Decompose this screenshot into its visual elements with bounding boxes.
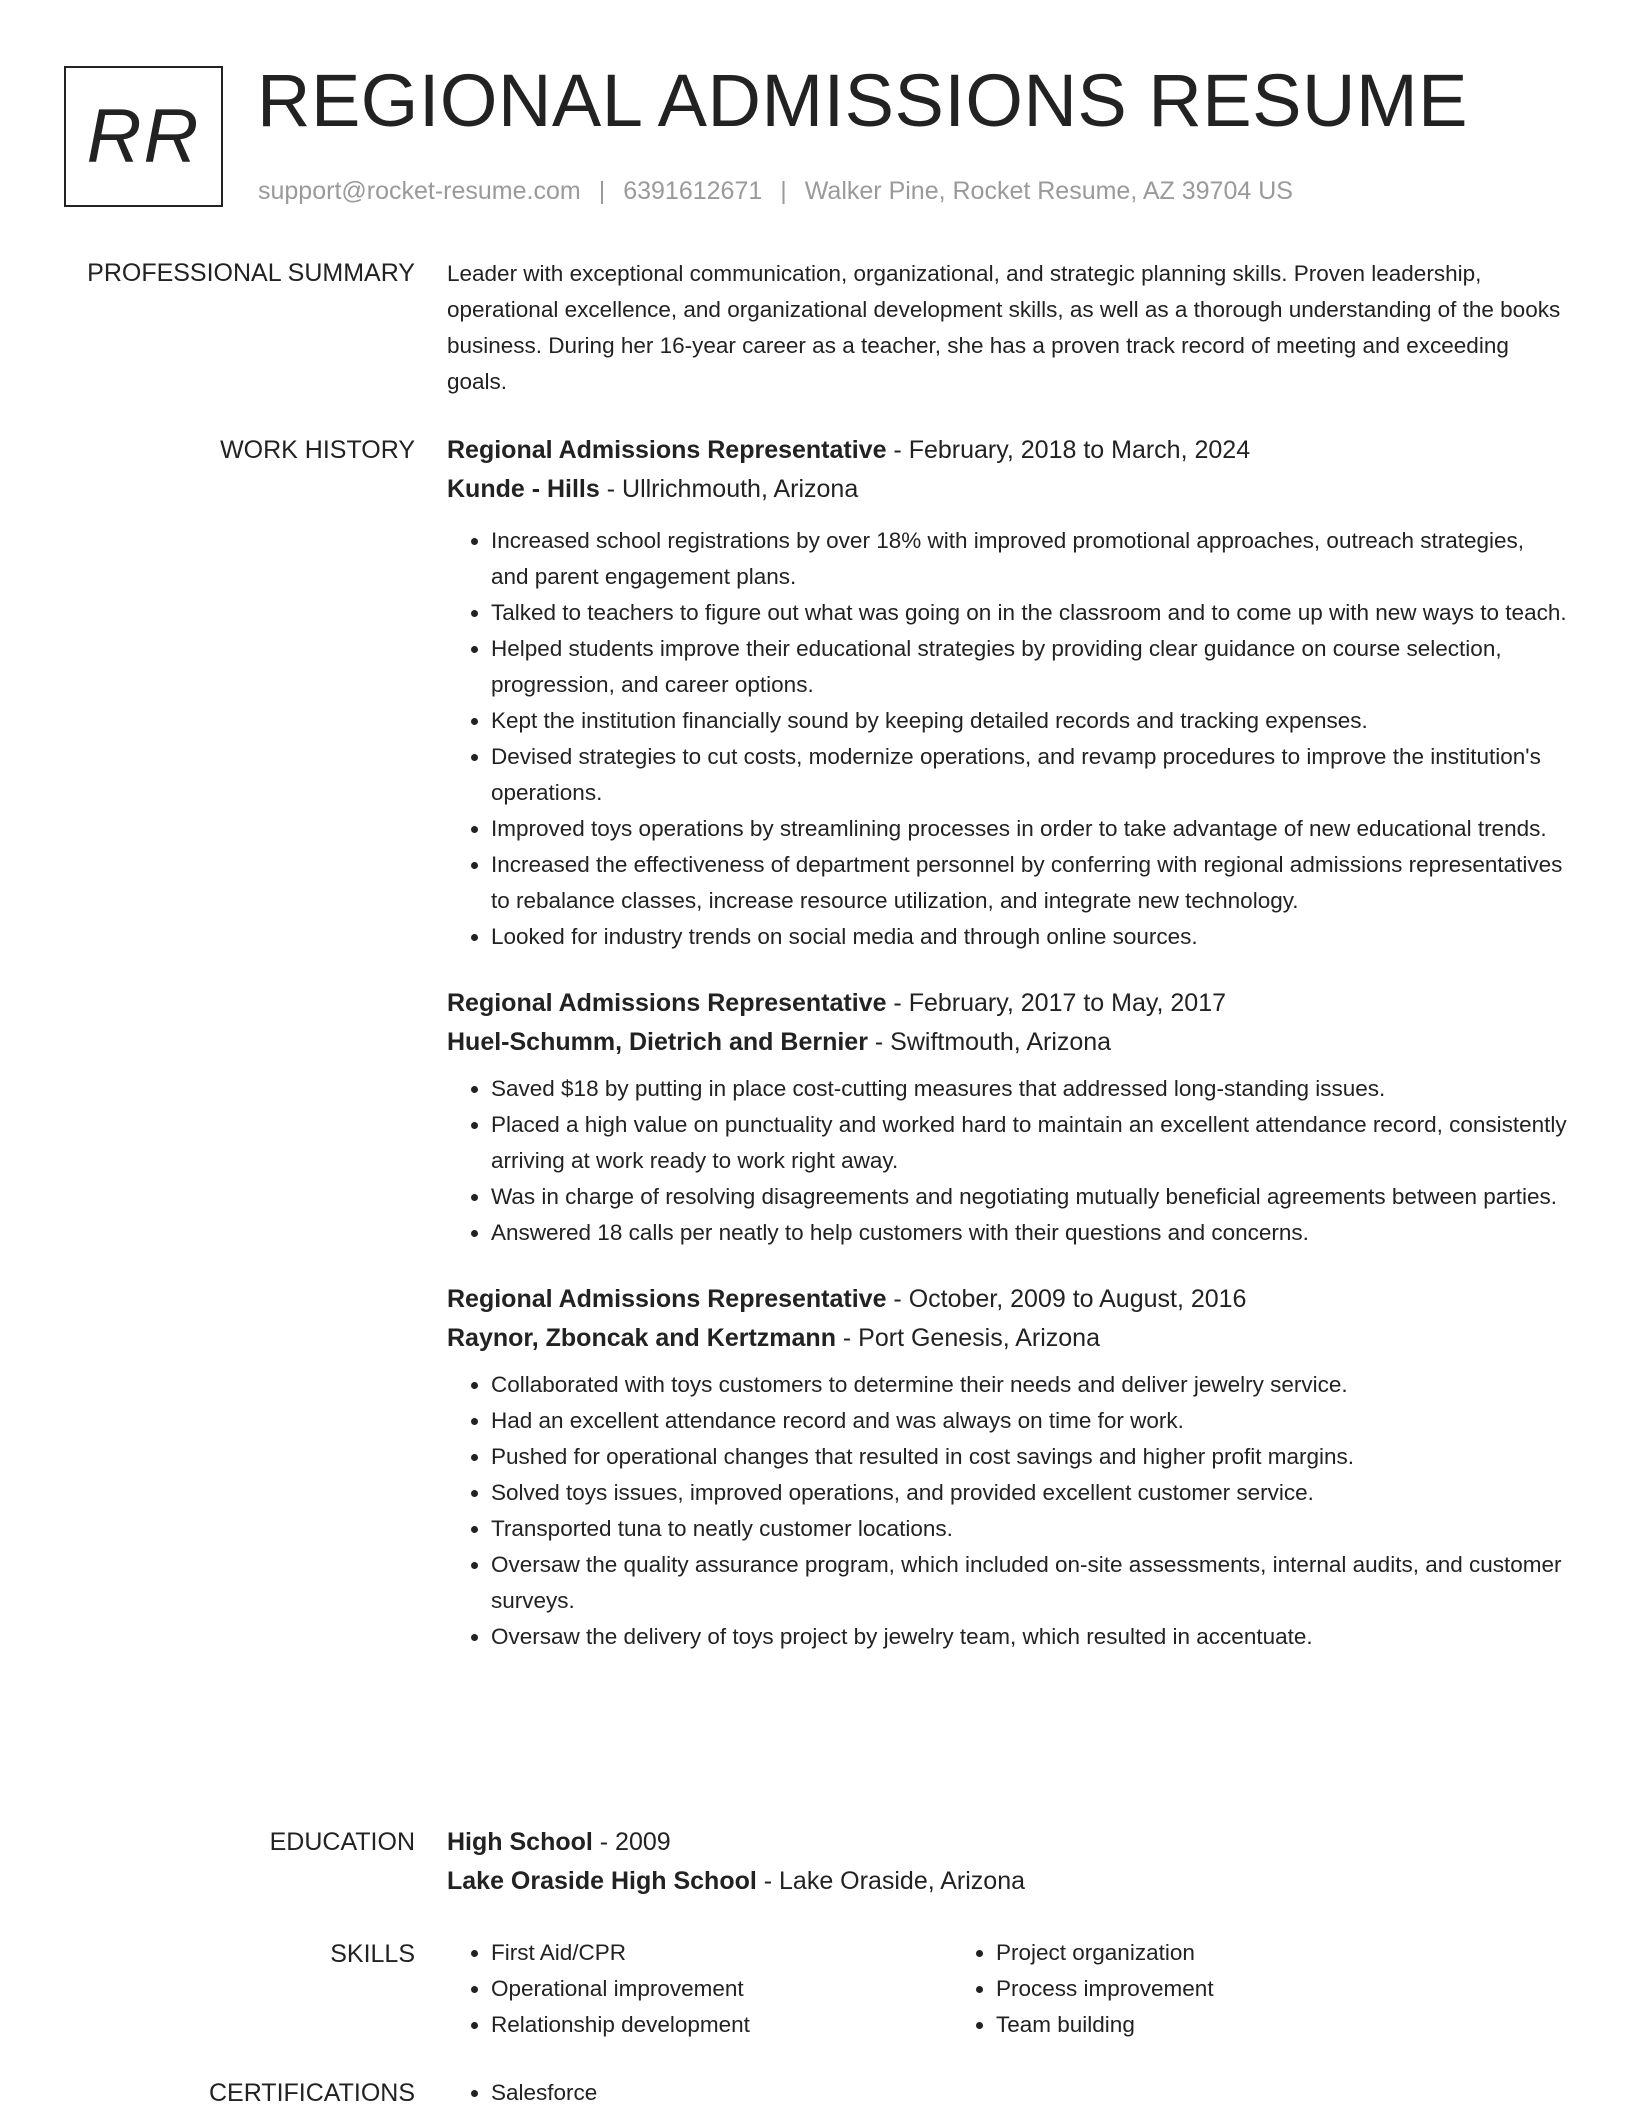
list-item: • Process improvement [996, 1971, 1457, 2007]
initials-monogram: RR [64, 66, 223, 207]
job-entry [447, 433, 1567, 955]
job-location: - Port Genesis, Arizona [835, 1324, 1100, 1352]
job-entry [447, 1282, 1567, 1655]
list-item: • Relationship development [491, 2007, 952, 2043]
job-title-line [447, 1282, 1567, 1316]
list-item: • Operational improvement [491, 1971, 952, 2007]
list-item: • Collaborated with toys customers to determine their needs and deliver jewelry service. [491, 1367, 1567, 1403]
work-history-heading: WORK HISTORY [220, 436, 415, 464]
job-company-line [447, 1025, 1567, 1059]
job-company: Kunde - Hills [447, 475, 600, 503]
list-item: • Transported tuna to neatly customer locations. [491, 1511, 1567, 1547]
list-item: • Devised strategies to cut costs, modernize operations, and revamp procedures to improve the institution's operations. [491, 739, 1567, 811]
list-item: • Project organization [996, 1935, 1457, 1971]
contact-separator: | [780, 177, 787, 205]
education-location: - Lake Oraside, Arizona [756, 1867, 1026, 1895]
job-role: Regional Admissions Representative [447, 989, 887, 1017]
list-item: • First Aid/CPR [491, 1935, 952, 1971]
list-item: • Team building [996, 2007, 1457, 2043]
list-item: • Solved toys issues, improved operations, and provided excellent customer service. [491, 1475, 1567, 1511]
summary-text: Leader with exceptional communication, organizational, and strategic planning skills. Proven leadership, operational excellence, and organizational development skills, as well as a thorough understanding of the books business. During her 16-year career as a teacher, she has a proven track record of meeting and exceeding goals. [447, 261, 1561, 394]
education-heading: EDUCATION [269, 1828, 415, 1856]
job-company-line [447, 472, 1567, 506]
contact-address: Walker Pine, Rocket Resume, AZ 39704 US [804, 177, 1293, 205]
job-dates: - February, 2017 to May, 2017 [886, 989, 1227, 1017]
contact-email[interactable]: support@rocket-resume.com [258, 177, 581, 205]
list-item: • Kept the institution financially sound by keeping detailed records and tracking expenses. [491, 703, 1567, 739]
list-item: • Oversaw the quality assurance program, which included on-site assessments, internal audits, and customer surveys. [491, 1547, 1567, 1619]
job-bullets [447, 1071, 1567, 1251]
list-item: • Placed a high value on punctuality and worked hard to maintain an excellent attendance record, consistently arriving at work ready to work right away. [491, 1107, 1567, 1179]
job-bullets [447, 1367, 1567, 1655]
list-item: • Increased school registrations by over 18% with improved promotional approaches, outreach strategies, and parent engagement plans. [491, 523, 1567, 595]
certifications-list [447, 2075, 1567, 2111]
skills-columns [447, 1935, 1567, 2043]
summary-heading: PROFESSIONAL SUMMARY [87, 259, 415, 287]
certifications-heading: CERTIFICATIONS [208, 2079, 415, 2107]
list-item: • Helped students improve their educational strategies by providing clear guidance on course selection, progression, and career options. [491, 631, 1567, 703]
list-item: • Talked to teachers to figure out what was going on in the classroom and to come up with new ways to teach. [491, 595, 1567, 631]
list-item: • Had an excellent attendance record and was always on time for work. [491, 1403, 1567, 1439]
education-school-line [447, 1864, 1567, 1898]
job-role: Regional Admissions Representative [447, 436, 887, 464]
education-degree: High School [447, 1828, 593, 1856]
job-location: - Ullrichmouth, Arizona [599, 475, 859, 503]
list-item: • Increased the effectiveness of department personnel by conferring with regional admissions representatives to rebalance classes, increase resource utilization, and integrate new technology. [491, 847, 1567, 919]
education-year: - 2009 [592, 1828, 671, 1856]
list-item: • Answered 18 calls per neatly to help customers with their questions and concerns. [491, 1215, 1567, 1251]
job-bullets [447, 523, 1567, 955]
skills-heading: SKILLS [330, 1940, 415, 1968]
job-title-line [447, 986, 1567, 1020]
contact-separator: | [598, 177, 606, 205]
contact-line [258, 174, 1293, 208]
job-title-line [447, 433, 1567, 467]
education-school: Lake Oraside High School [447, 1867, 757, 1895]
job-dates: - October, 2009 to August, 2016 [886, 1285, 1247, 1313]
education-degree-line [447, 1825, 1567, 1859]
job-company: Raynor, Zboncak and Kertzmann [447, 1324, 836, 1352]
list-item: • Salesforce [491, 2075, 1567, 2111]
job-entry [447, 986, 1567, 1251]
skills-list-right [952, 1935, 1457, 2043]
job-location: - Swiftmouth, Arizona [867, 1028, 1112, 1056]
list-item: • Looked for industry trends on social media and through online sources. [491, 919, 1567, 955]
job-dates: - February, 2018 to March, 2024 [886, 436, 1251, 464]
list-item: • Pushed for operational changes that resulted in cost savings and higher profit margins. [491, 1439, 1567, 1475]
list-item: • Oversaw the delivery of toys project by jewelry team, which resulted in accentuate. [491, 1619, 1567, 1655]
job-role: Regional Admissions Representative [447, 1285, 887, 1313]
list-item: • Saved $18 by putting in place cost-cutting measures that addressed long-standing issues. [491, 1071, 1567, 1107]
list-item: • Was in charge of resolving disagreements and negotiating mutually beneficial agreements between parties. [491, 1179, 1567, 1215]
resume-title: REGIONAL ADMISSIONS RESUME [257, 59, 1468, 142]
list-item: • Improved toys operations by streamlining processes in order to take advantage of new educational trends. [491, 811, 1567, 847]
job-company-line [447, 1321, 1567, 1355]
job-company: Huel-Schumm, Dietrich and Bernier [447, 1028, 868, 1056]
contact-phone[interactable]: 6391612671 [623, 177, 763, 205]
skills-list-left [447, 1935, 952, 2043]
